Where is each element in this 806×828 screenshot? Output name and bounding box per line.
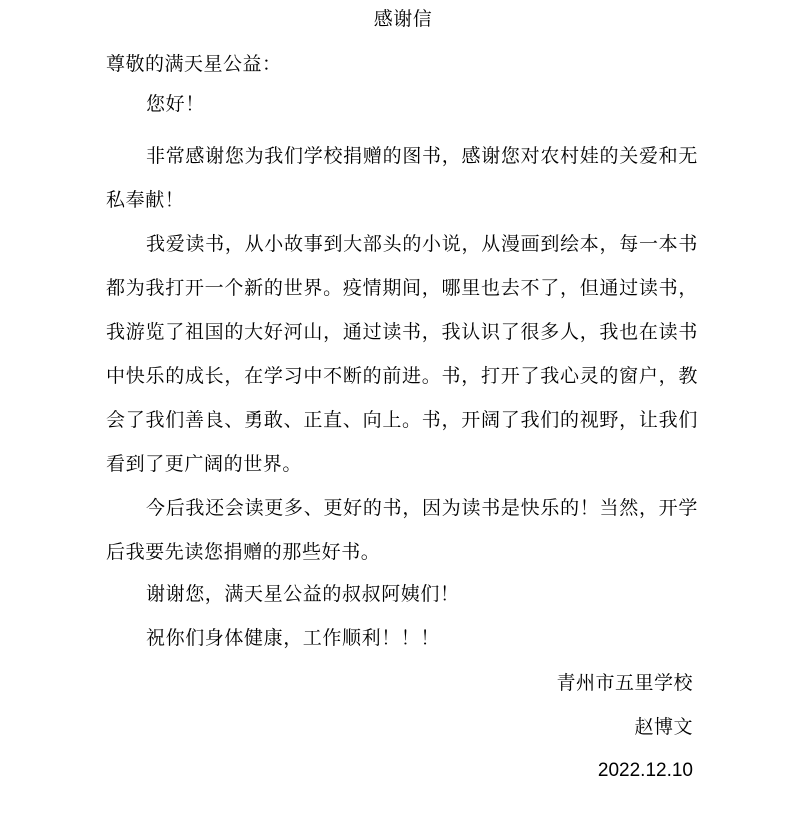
salutation: 尊敬的满天星公益： — [106, 53, 282, 75]
signature-name: 赵博文 — [634, 716, 693, 738]
greeting-paragraph: 您好！ — [146, 93, 205, 115]
letter-title: 感谢信 — [373, 8, 433, 30]
body-paragraph-1: 非常感谢您为我们学校捐赠的图书，感谢您对农村娃的关爱和无私奉献！ — [106, 145, 698, 211]
signature-school: 青州市五里学校 — [556, 672, 693, 694]
body-paragraph-2: 我爱读书，从小故事到大部头的小说，从漫画到绘本，每一本书都为我打开一个新的世界。疫情期间，哪里也去不了，但通过读书，我游览了祖国的大好河山，通过读书，我认识了很多人，我也在读书中快乐的成长，在学习中不断的前进。书，打开了我心灵的窗户，教会了我们善良、勇敢、正直、向上。书，开阔了我们的视野，让我们看到了更广阔的世界。 — [106, 233, 698, 475]
thanks-line: 谢谢您，满天星公益的叔叔阿姨们！ — [146, 583, 460, 605]
body-paragraph-3: 今后我还会读更多、更好的书，因为读书是快乐的！当然，开学后我要先读您捐赠的那些好书。 — [106, 497, 698, 563]
signature-date: 2022.12.10 — [597, 760, 693, 781]
wish-line: 祝你们身体健康，工作顺利！！！ — [146, 627, 441, 649]
